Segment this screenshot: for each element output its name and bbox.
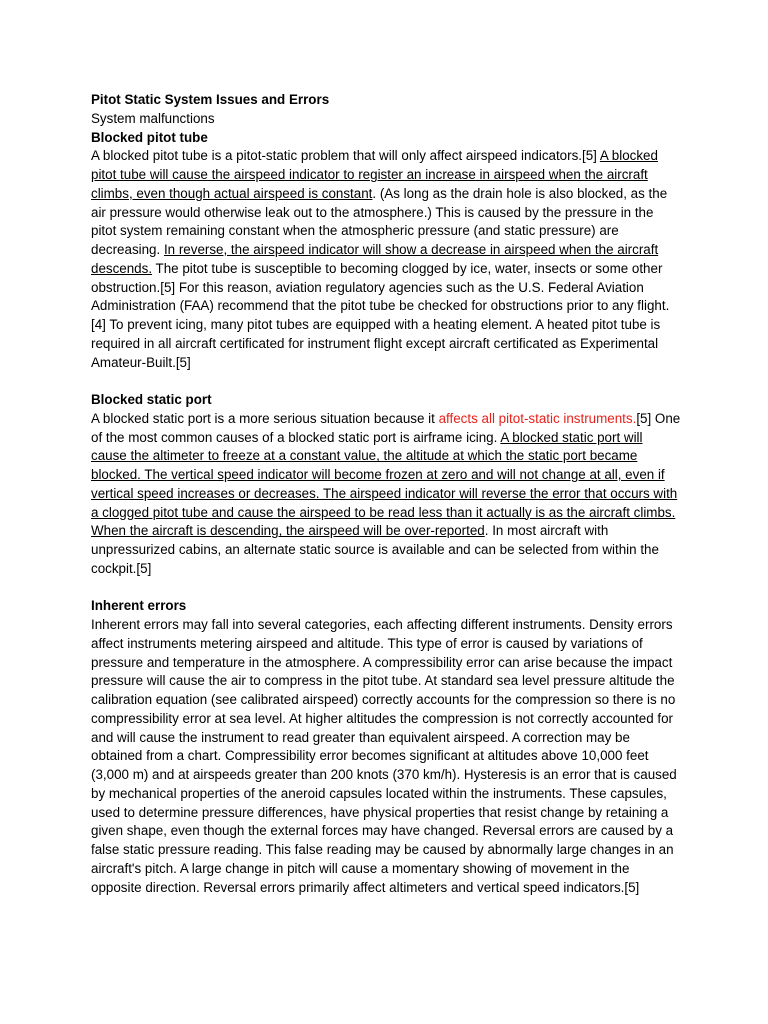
section-heading-blocked-static: Blocked static port (91, 392, 212, 407)
document-subtitle: System malfunctions (91, 110, 215, 126)
paragraph-blocked-pitot (91, 147, 681, 372)
text-run: The pitot tube is susceptible to becoming clogged by ice, water, insects or some other obstruction.[5] For this reason, aviation regulatory agencies such as the U.S. Federal Aviation Administration (FAA) recommend that the pitot tube be checked for obstructions prior to any flight.[4] To prevent icing, many pitot tubes are equipped with a heating element. A heated pitot tube is required in all aircraft certificated for instrument flight except aircraft certificated as Experimental Amateur-Built.[5] (91, 260, 670, 370)
section-heading-blocked-pitot: Blocked pitot tube (91, 129, 208, 145)
text-run: . In most aircraft with unpressurized cabins, an alternate static source is available and can be selected from within the cockpit.[5] (91, 523, 659, 576)
paragraph-spacer (91, 372, 681, 391)
document-title: Pitot Static System Issues and Errors (91, 92, 330, 107)
paragraph-spacer (91, 579, 681, 598)
paragraph-blocked-static (91, 410, 681, 579)
underlined-text: A blocked pitot tube will cause the airspeed indicator to register an increase in airspeed when the aircraft climbs, even though actual airspeed is constant (91, 148, 658, 201)
underlined-text: In reverse, the airspeed indicator will show a decrease in airspeed when the aircraft descends. (91, 242, 659, 276)
paragraph-inherent-errors: Inherent errors may fall into several categories, each affecting different instruments. Density errors affect instruments metering airspeed and altitude. This type of error is caused by variations of pressure and temperature in the atmosphere. A compressibility error can arise because the impact pressure will cause the air to compress in the pitot tube. At standard sea level pressure altitude the calibration equation (see calibrated airspeed) correctly accounts for the compression so there is no compressibility error at sea level. At higher altitudes the compression is not correctly accounted for and will cause the instrument to read greater than equivalent airspeed. A correction may be obtained from a chart. Compressibility error becomes significant at altitudes above 10,000 feet (3,000 m) and at airspeeds greater than 200 knots (370 km/h). Hysteresis is an error that is caused by mechanical properties of the aneroid capsules located within the instruments. These capsules, used to determine pressure differences, have physical properties that resist change by retaining a given shape, even though the external forces may have changed. Reversal errors are caused by a false static pressure reading. This false reading may be caused by abnormally large changes in an aircraft's pitch. A large change in pitch will cause a momentary showing of movement in the opposite direction. Reversal errors primarily affect altimeters and vertical speed indicators.[5] (91, 617, 677, 895)
section-heading-inherent-errors: Inherent errors (91, 598, 187, 614)
text-run: A blocked static port is a more serious situation because it (91, 410, 439, 426)
text-run: [5] One of the most common causes of a blocked static port is airframe icing. (91, 410, 681, 445)
text-run: A blocked pitot tube is a pitot-static problem that will only affect airspeed indicators.[5] (91, 148, 600, 164)
highlighted-red-text: affects all pitot-static instruments. (438, 410, 637, 426)
underlined-text: A blocked static port will cause the altimeter to freeze at a constant value, the altitude at which the static port became blocked. The vertical speed indicator will become frozen at zero and will not change at all, even if vertical speed increases or decreases. The airspeed indicator will reverse the error that occurs with a clogged pitot tube and cause the airspeed to be read less than it actually is as the aircraft climbs. When the aircraft is descending, the airspeed will be over-reported (91, 429, 678, 539)
text-run: . (As long as the drain hole is also blocked, as the air pressure would otherwise leak out to the atmosphere.) This is caused by the pressure in the pitot system remaining constant when the atmospheric pressure (and static pressure) are decreasing. (91, 185, 668, 257)
document-page (91, 91, 681, 897)
